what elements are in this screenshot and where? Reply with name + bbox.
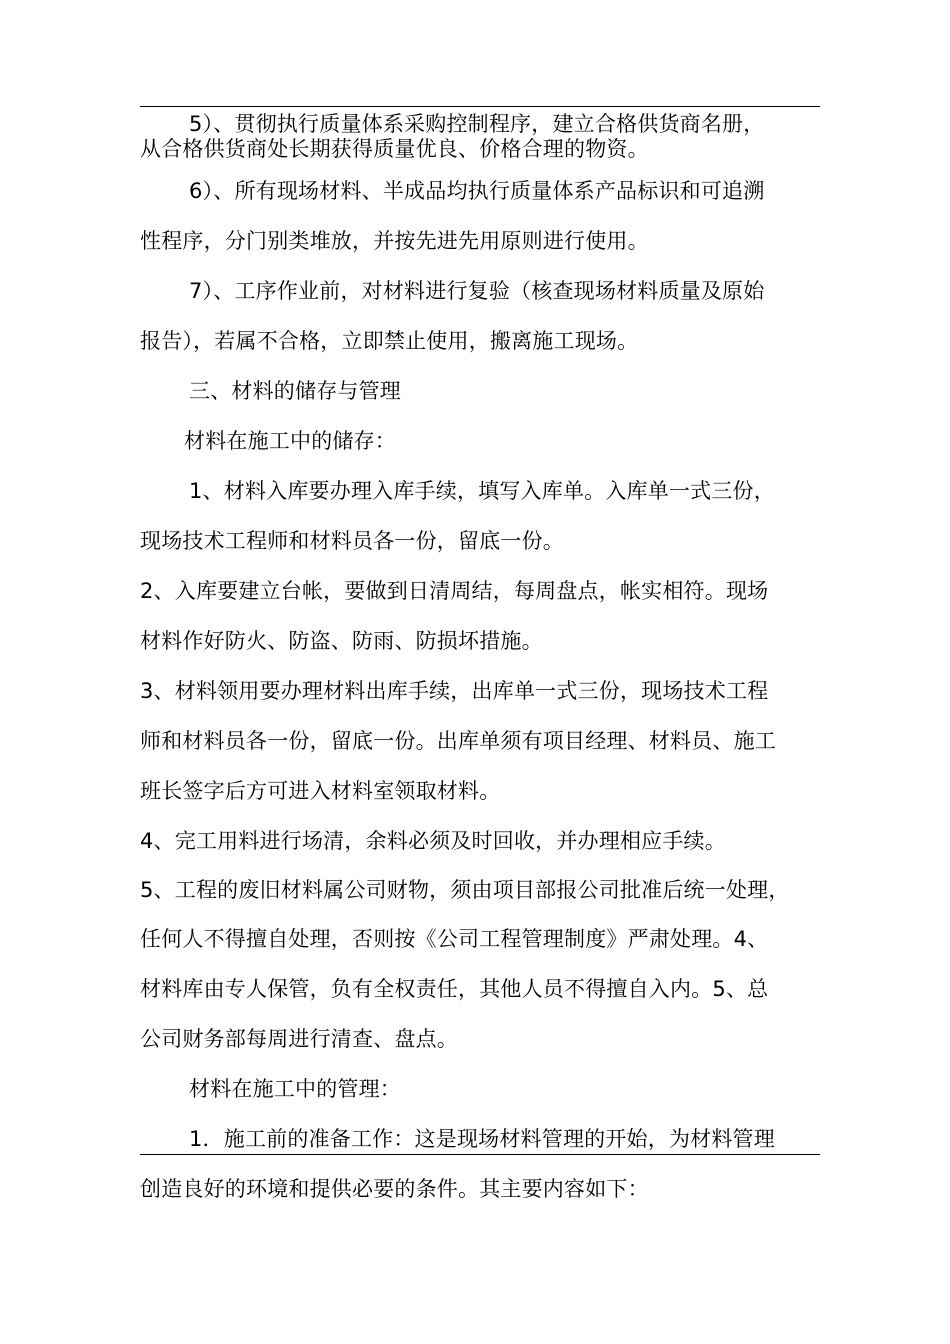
text-line: 公司财务部每周进行清查、盘点。 <box>140 1027 458 1051</box>
text-line: 材料作好防火、防盗、防雨、防损坏措施。 <box>140 629 543 653</box>
text-line: 任何人不得擅自处理，否则按《公司工程管理制度》严肃处理。4、 <box>140 927 769 951</box>
text-line: 创造良好的环境和提供必要的条件。其主要内容如下： <box>140 1177 649 1201</box>
text-line: 7）、工序作业前，对材料进行复验（核查现场材料质量及原始 <box>189 279 765 303</box>
text-line: 师和材料员各一份，留底一份。出库单须有项目经理、材料员、施工 <box>140 729 776 753</box>
section-heading: 三、材料的储存与管理 <box>189 379 401 403</box>
text-line: 6）、所有现场材料、半成品均执行质量体系产品标识和可追溯 <box>189 179 765 203</box>
text-line: 1、材料入库要办理入库手续，填写入库单。入库单一式三份， <box>189 479 775 503</box>
text-line: 现场技术工程师和材料员各一份，留底一份。 <box>140 529 564 553</box>
text-line: 材料库由专人保管，负有全权责任，其他人员不得擅自入内。5、总 <box>140 977 769 1001</box>
text-line: 5）、贯彻执行质量体系采购控制程序，建立合格供货商名册， <box>189 112 765 136</box>
text-line: 1．施工前的准备工作：这是现场材料管理的开始，为材料管理 <box>189 1127 775 1151</box>
text-line: 从合格供货商处长期获得质量优良、价格合理的物资。 <box>140 137 649 161</box>
subsection-heading: 材料在施工中的储存： <box>184 429 396 453</box>
text-line: 性程序，分门别类堆放，并按先进先用原则进行使用。 <box>140 229 649 253</box>
text-line: 3、材料领用要办理材料出库手续，出库单一式三份，现场技术工程 <box>140 679 769 703</box>
footer-rule <box>140 1154 820 1155</box>
text-line: 报告），若属不合格，立即禁止使用，搬离施工现场。 <box>140 329 639 353</box>
text-line: 5、工程的废旧材料属公司财物，须由项目部报公司批准后统一处理， <box>140 878 790 902</box>
text-line: 2、入库要建立台帐，要做到日清周结，每周盘点，帐实相符。现场 <box>140 579 769 603</box>
header-rule <box>140 106 820 107</box>
text-line: 班长签字后方可进入材料室领取材料。 <box>140 779 501 803</box>
subsection-heading: 材料在施工中的管理： <box>189 1077 401 1101</box>
text-line: 4、完工用料进行场清，余料必须及时回收，并办理相应手续。 <box>140 829 726 853</box>
